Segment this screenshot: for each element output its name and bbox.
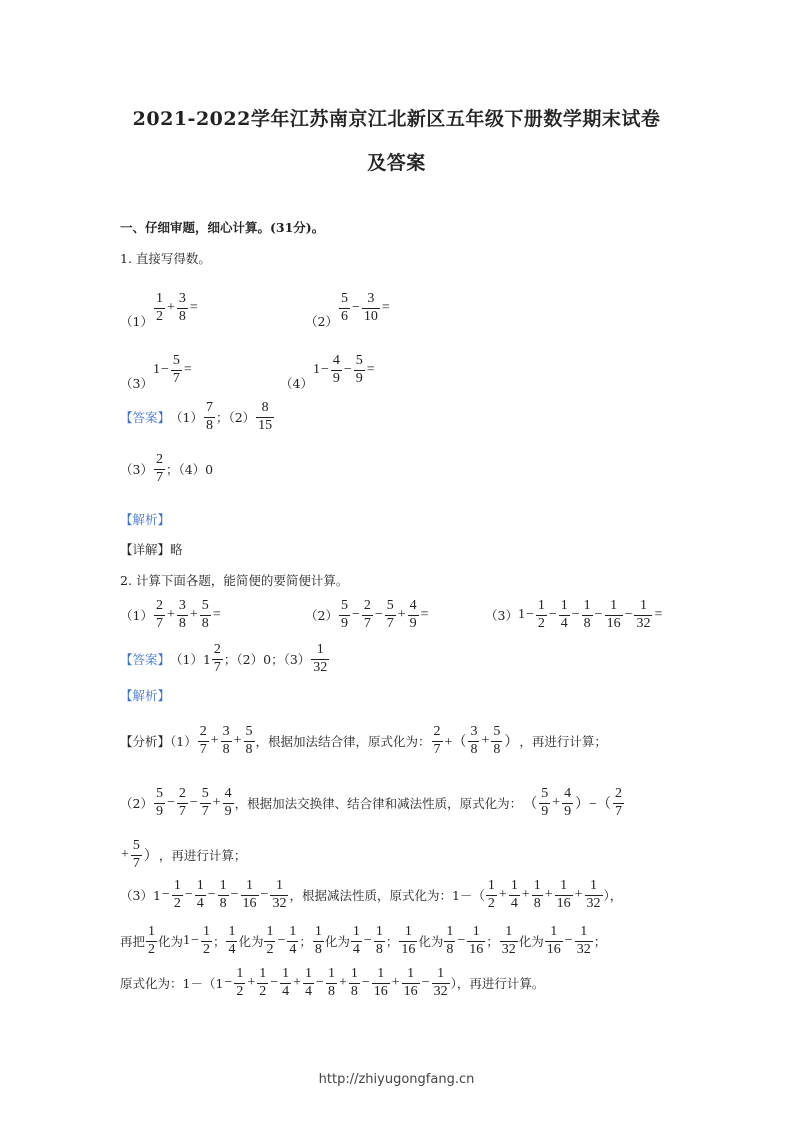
q1-answer-2: （3） $\frac{2}{7}$ ；（4）0 [120,452,214,485]
q1-analysis-tag: 【解析】 [120,512,171,527]
q2-solution-2: （2） $\frac{5}{9}$ − $\frac{2}{7}$ − $\frac{5}{7}$ + $\frac{4}{9}$ ，根据加法交换律、结合律和减法性质，原式化为： （ $\frac{5}{9}$ + $\frac{4}{9}$ ）−（ $\frac{2}{7}$ [120,786,622,819]
footer-url: http://zhiyugongfang.cn [318,1072,475,1087]
q2-solution-2-cont: + $\frac{5}{7}$ ） ，再进行计算； [121,838,247,871]
q2-solution-1: 【分析】（1） $\frac{2}{7}$ + $\frac{3}{8}$ + $\frac{5}{8}$ ，根据加法结合律，原式化为： $\frac{2}{7}$ +（ $\frac{3}{8}$ + $\frac{5}{8}$ ） ，再进行计算； [120,724,607,757]
q2-solution-3-final: 原式化为：1－（1 − $\frac{1}{2}$ + $\frac{1}{2}$ − $\frac{1}{4}$ + $\frac{1}{4}$ − $\frac{1}{8}$ + $\frac{1}{8}$ − $\frac{1}{16}$ + $\frac{1}{16}$ − $\frac{1}{32}$ ），再进行计算。 [120,966,545,999]
q2-problem-1: （1） $\frac{2}{7}$ + $\frac{3}{8}$ + $\frac{5}{8}$ = [120,598,221,631]
q2-analysis-tag: 【解析】 [120,688,171,703]
question-2-stem: 2. 计算下面各题，能简便的要简便计算。 [120,573,349,588]
q2-answer: 【答案】 （1）1 $\frac{2}{7}$ ；（2）0；（3） $\frac{1}{32}$ [120,642,328,675]
q2-problem-3: （3） 1 − $\frac{1}{2}$ − $\frac{1}{4}$ − $\frac{1}{8}$ − $\frac{1}{16}$ − $\frac{1}{32}$ = [485,598,663,631]
q2-solution-3: （3）1 − $\frac{1}{2}$ − $\frac{1}{4}$ − $\frac{1}{8}$ − $\frac{1}{16}$ − $\frac{1}{32}$ ，根据减法性质，原式化为：1－（ $\frac{1}{2}$ + $\frac{1}{4}$ + $\frac{1}{8}$ + $\frac{1}{16}$ + $\frac{1}{32}$ ）， [120,878,623,911]
q1-problem-2: （2） $\frac{5}{6}$ − $\frac{3}{10}$ = [305,290,390,329]
q1-problem-4: （4） 1 − $\frac{4}{9}$ − $\frac{5}{9}$ = [280,352,375,391]
question-1-stem: 1. 直接写得数。 [120,251,211,266]
q1-problem-1: （1） $\frac{1}{2}$ + $\frac{3}{8}$ = [120,290,198,329]
q1-problem-3: （3） 1 − $\frac{5}{7}$ = [120,352,192,391]
page-title-line2: 及答案 [367,152,426,174]
page-title: 2021-2022学年江苏南京江北新区五年级下册数学期末试卷 [132,108,661,130]
section-heading: 一、仔细审题，细心计算。(31分)。 [120,220,325,235]
q1-detail: 【详解】略 [120,542,183,557]
q1-answer: 【答案】 （1） $\frac{7}{8}$ ；（2） $\frac{8}{15}$ [120,400,273,433]
q2-solution-3-convert: 再把 $\frac{1}{2}$ 化为 1 − $\frac{1}{2}$ ； $\frac{1}{4}$ 化为 $\frac{1}{2}$ − $\frac{1}{4}$ ； $\frac{1}{8}$ 化为 $\frac{1}{4}$ − $\frac{1}{8}$ ； $\frac{1}{16}$ 化为 $\frac{1}{8}$ − $\frac{1}{16}$ ； $\frac{1}{32}$ 化为 $\frac{1}{16}$ − $\frac{1}{32}$ ； [120,924,607,957]
q2-problem-2: （2） $\frac{5}{9}$ − $\frac{2}{7}$ − $\frac{5}{7}$ + $\frac{4}{9}$ = [305,598,429,631]
